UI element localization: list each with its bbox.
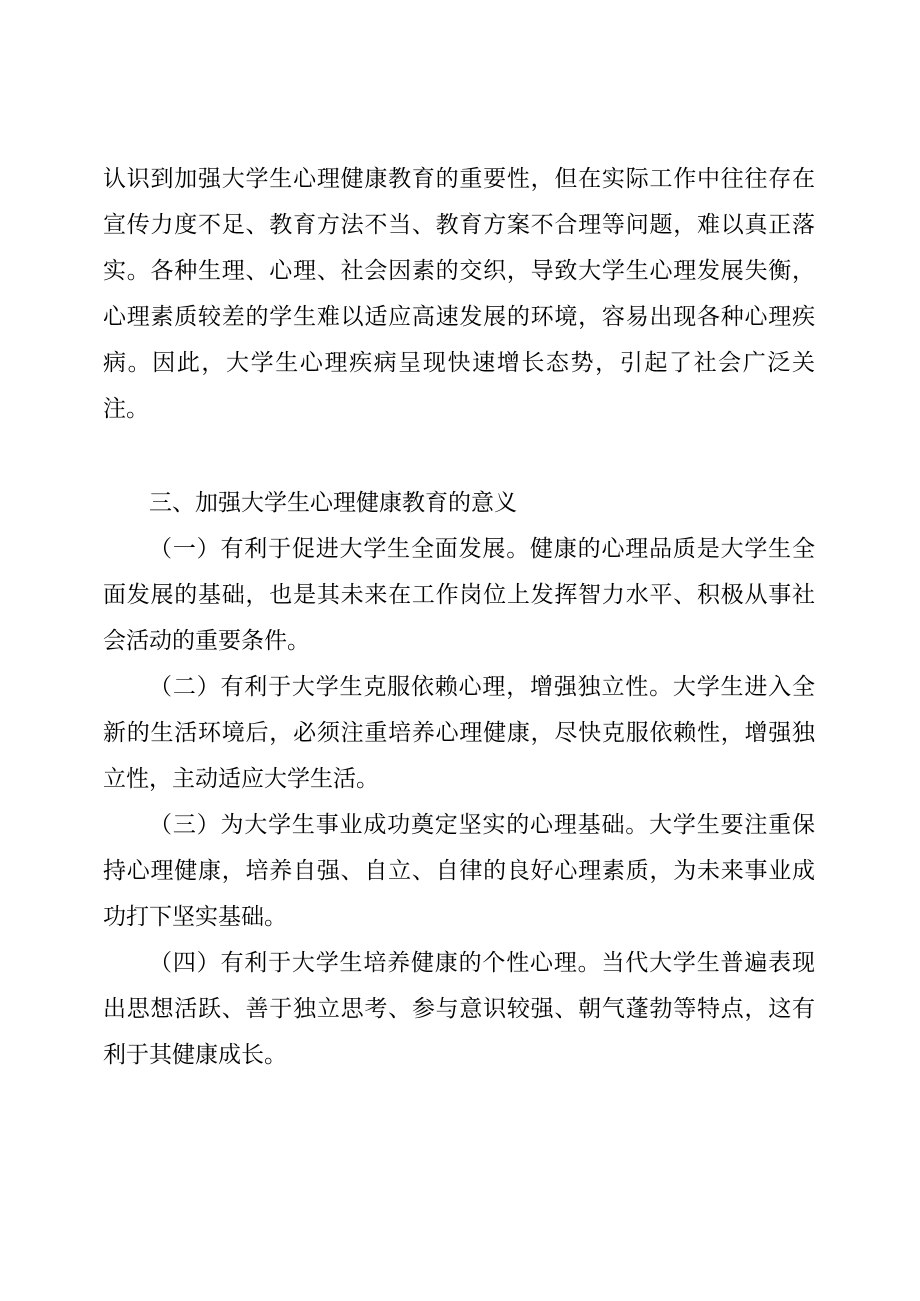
paragraph-one: （一）有利于促进大学生全面发展。健康的心理品质是大学生全面发展的基础，也是其未来在工作岗位上发挥智力水平、积极从事社会活动的重要条件。 [103,536,815,654]
paragraph-three: （三）为大学生事业成功奠定坚实的心理基础。大学生要注重保持心理健康，培养自强、自立、自律的良好心理素质，为未来事业成功打下坚实基础。 [103,812,815,930]
intro-paragraph: 认识到加强大学生心理健康教育的重要性，但在实际工作中往往存在宣传力度不足、教育方法不当、教育方案不合理等问题，难以真正落实。各种生理、心理、社会因素的交织，导致大学生心理发展失衡，心理素质较差的学生难以适应高速发展的环境，容易出现各种心理疾病。因此，大学生心理疾病呈现快速增长态势，引起了社会广泛关注。 [103,166,815,422]
section-spacer [103,432,815,480]
section-heading: 三、加强大学生心理健康教育的意义 [149,490,517,516]
paragraph-two: （二）有利于大学生克服依赖心理，增强独立性。大学生进入全新的生活环境后，必须注重培养心理健康，尽快克服依赖性，增强独立性，主动适应大学生活。 [103,674,815,792]
document-body [103,156,815,1078]
paragraph-four: （四）有利于大学生培养健康的个性心理。当代大学生普遍表现出思想活跃、善于独立思考、参与意识较强、朝气蓬勃等特点，这有利于其健康成长。 [103,950,815,1068]
